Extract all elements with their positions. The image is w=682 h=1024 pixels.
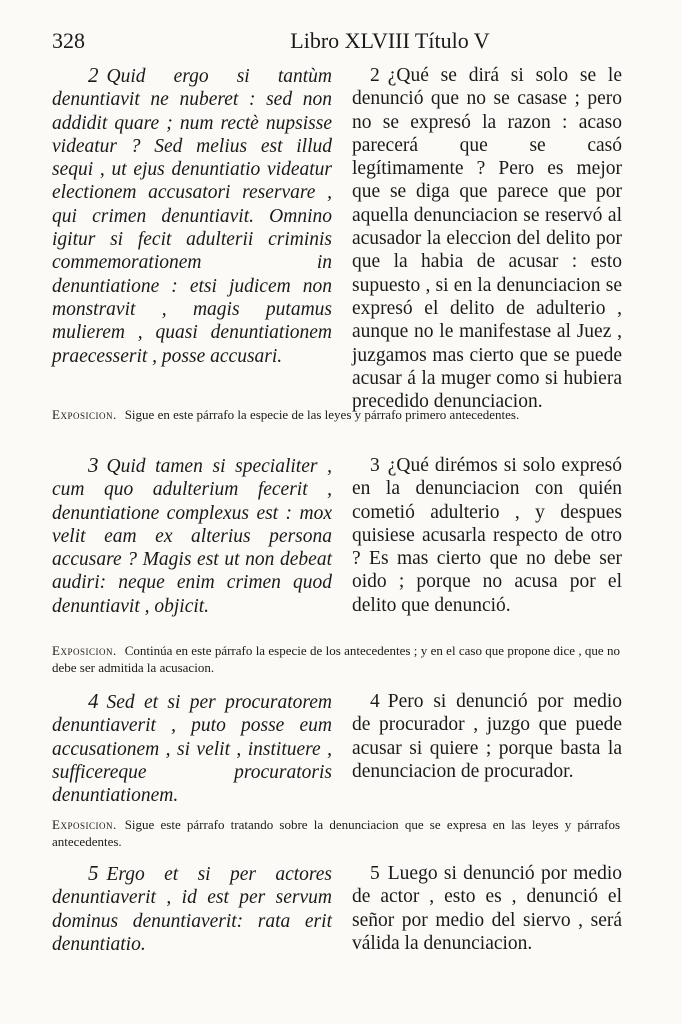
exposition-label: Exposicion. [52, 817, 117, 832]
section-number: 5 [370, 863, 380, 884]
exposition-note [52, 816, 620, 850]
running-title: Libro XLVIII Título V [290, 28, 490, 53]
spanish-text [352, 862, 622, 955]
section-number: 4 [88, 689, 99, 713]
section-5 [52, 862, 622, 962]
spanish-paragraph: ¿Qué dirémos si solo expresó en la denunciacion con quién cometió adulterio , y despues quisiese acusarla respecto de otro ? Es mas cierto que no debe ser oido ; porque no acusa por el delito que denunció. [352, 455, 622, 616]
latin-text [52, 454, 332, 618]
exposition-label: Exposicion. [52, 643, 117, 658]
latin-paragraph: Quid ergo si tantùm denuntiavit ne nuberet : sed non addidit quare ; num rectè nupsisse videatur ? Sed melius est illud sequi , ut ejus denuntiatio videatur electionem accusatori reservare , qui crimen denuntiavit. Omnino igitur si fecit adulterii criminis commemorationem in denuntiatione : etsi judicem non monstravit , magis putamus mulierem , quasi denuntiationem praecesserit , posse accusari. [52, 66, 332, 367]
section-2 [52, 63, 622, 413]
section-number: 4 [370, 691, 380, 712]
latin-text [52, 862, 332, 956]
exposition-text: Continúa en este párrafo la especie de los antecedentes ; y en el caso que propone dice , que no debe ser admitida la acusacion. [52, 643, 620, 675]
latin-text [52, 64, 332, 368]
exposition-text: Sigue este párrafo tratando sobre la denunciacion que se expresa en las leyes y párrafos antecedentes. [52, 817, 620, 849]
spanish-paragraph: Pero si denunció por medio de procurador , juzgo que puede acusar si quiere ; porque basta la denunciacion de procurador. [352, 691, 622, 782]
latin-paragraph: Sed et si per procuratorem denuntiaverit , puto posse eum accusationem , si velit , instituere , sufficereque procuratoris denuntiationem. [52, 692, 332, 807]
section-4 [52, 690, 622, 805]
page-number: 328 [52, 28, 85, 53]
spanish-text [352, 64, 622, 413]
spanish-text [352, 454, 622, 617]
latin-paragraph: Ergo et si per actores denuntiaverit , id est per servum dominus denuntiaverit: rata erit denuntiatio. [52, 864, 332, 955]
section-number: 3 [88, 453, 99, 477]
section-number: 3 [370, 455, 380, 476]
spanish-paragraph: Luego si denunció por medio de actor , esto es , denunció el señor por medio del siervo , será válida la denunciacion. [352, 863, 622, 954]
section-number: 5 [88, 861, 99, 885]
latin-paragraph: Quid tamen si specialiter , cum quo adulterium fecerit , denuntiatione complexus est : mox velit eam ex alterius persona accusare ? Magis est ut non debeat audiri: neque enim crimen quod denuntiavit , objicit. [52, 456, 332, 617]
section-number: 2 [88, 63, 99, 87]
exposition-text: Sigue en este párrafo la especie de las leyes y párrafo primero antecedentes. [124, 407, 520, 422]
spanish-text [352, 690, 622, 783]
section-number: 2 [370, 65, 380, 86]
exposition-label: Exposicion. [52, 407, 117, 422]
section-3 [52, 454, 622, 624]
exposition-note [52, 406, 620, 423]
page-header [52, 28, 618, 58]
spanish-paragraph: ¿Qué se dirá si solo se le denunció que no se casase ; pero no se expresó la razon : acaso parecerá que se casó legítimamente ? Pero es mejor que se diga que parece que por aquella denunciacion se reservó al acusador la eleccion del delito por que la habia de acusar : esto supuesto , si en la denunciacion se expresó el delito de adulterio , aunque no le manifestase al Juez , juzgamos mas cierto que se puede acusar á la muger como si hubiera precedido denunciacion. [352, 65, 622, 413]
latin-text [52, 690, 332, 807]
exposition-note [52, 642, 620, 676]
